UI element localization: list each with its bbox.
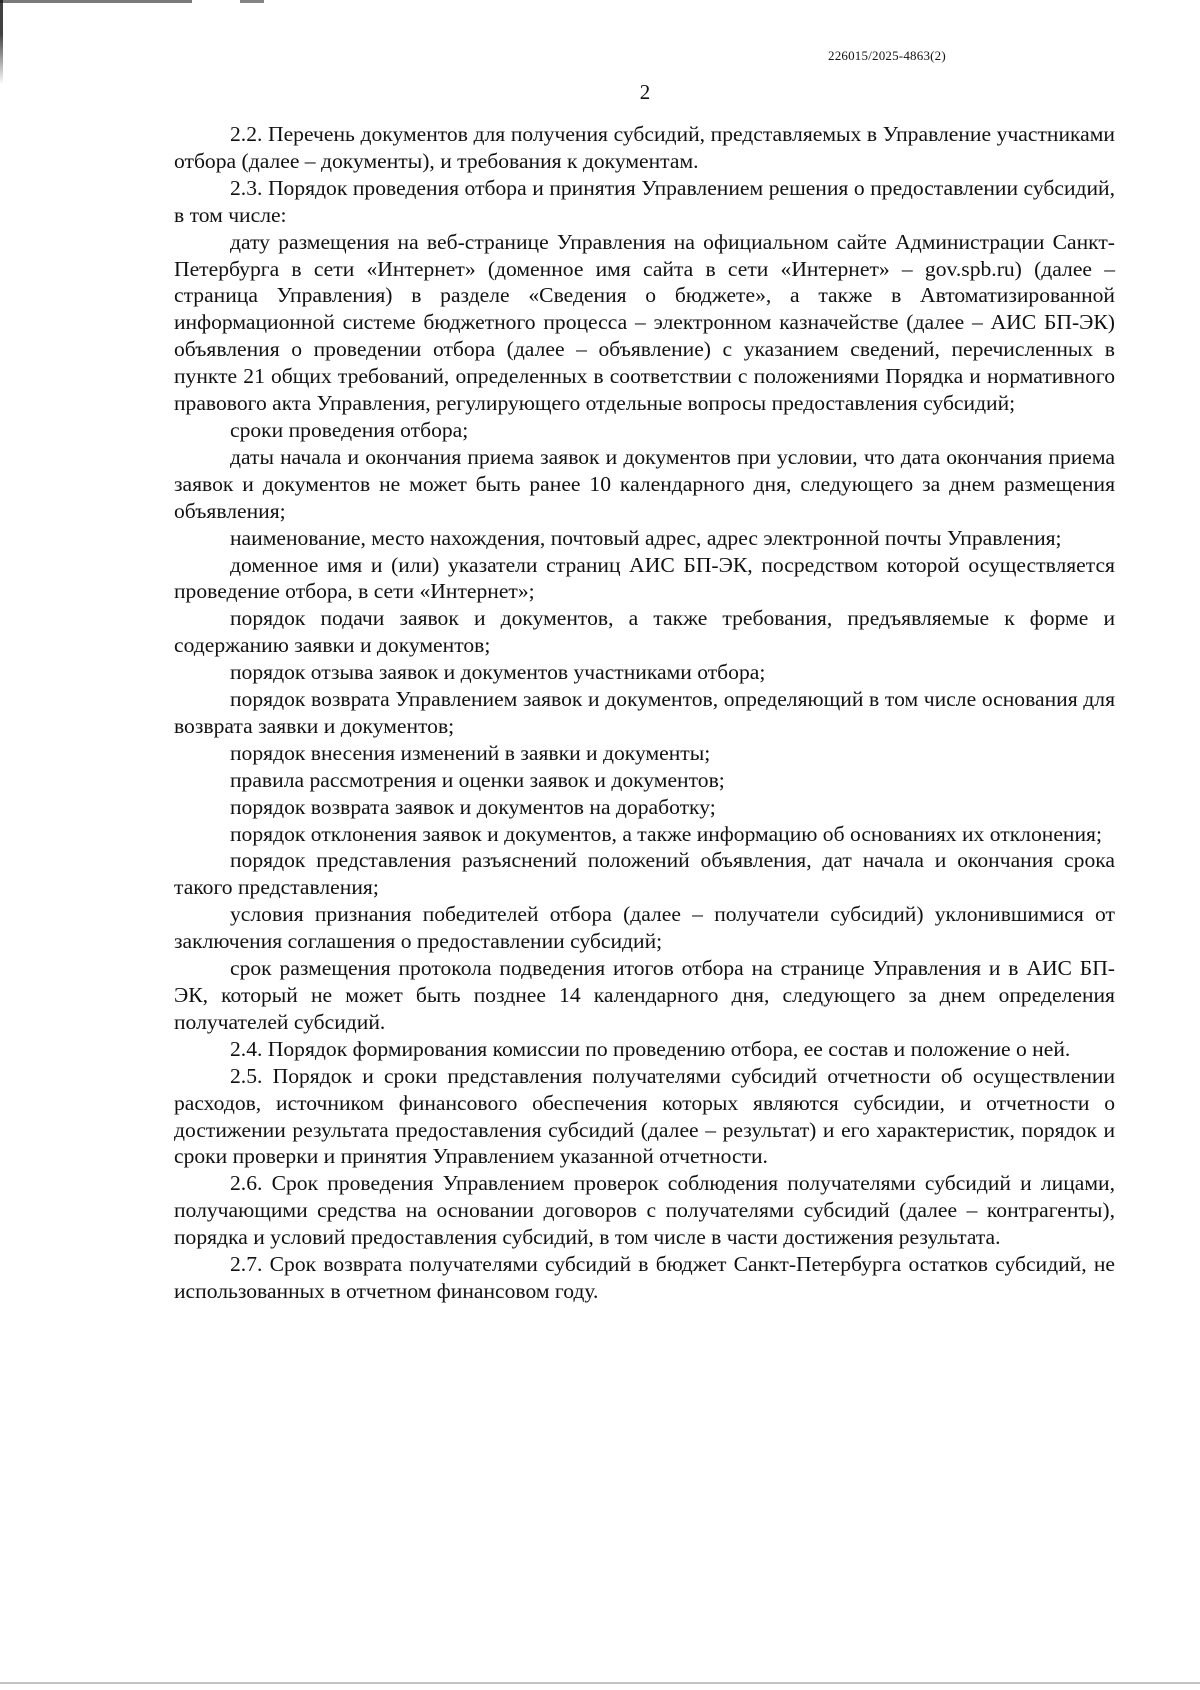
list-item-protocol-deadline: срок размещения протокола подведения итогов отбора на странице Управления и в АИС БП-ЭК, который не может быть позднее 14 календарного дня, следующего за днем определения получателей субсидий. [174, 956, 1115, 1034]
list-item-evaluation-rules: правила рассмотрения и оценки заявок и документов; [230, 767, 725, 792]
list-item-selection-terms: сроки проведения отбора; [230, 417, 469, 442]
paragraph-2-6: 2.6. Срок проведения Управлением проверок соблюдения получателями субсидий и лицами, получающими средства на основании договоров с получателями субсидий (далее – контрагенты), порядка и условий предоставления субсидий, в том числе в части достижения результата. [174, 1171, 1115, 1250]
paragraph-2-3: 2.3. Порядок проведения отбора и принятия Управлением решения о предоставлении субсидий, в том числе: [174, 175, 1115, 227]
list-item-withdrawal-procedure: порядок отзыва заявок и документов участниками отбора; [230, 660, 766, 685]
list-item-announcement-date: дату размещения на веб-странице Управления на официальном сайте Администрации Санкт-Петербурга в сети «Интернет» (доменное имя сайта в сети «Интернет» – gov.spb.ru) (далее – страница Управления) в разделе «Сведения о бюджете», а также в Автоматизированной информационной системе бюджетного процесса – электронном казначействе (далее – АИС БП-ЭК) объявления о проведении отбора (далее – объявление) с указанием сведений, перечисленных в пункте 21 общих требований, определенных в соответствии с положениями Порядка и нормативного правового акта Управления, регулирующего отдельные вопросы предоставления субсидий; [174, 229, 1115, 416]
list-item-rejection-procedure: порядок отклонения заявок и документов, а также информацию об основаниях их отклонения; [230, 821, 1102, 846]
list-item-return-procedure: порядок возврата Управлением заявок и документов, определяющий в том числе основания для возврата заявки и документов; [174, 687, 1115, 738]
document-registration-number: 226015/2025-4863(2) [828, 48, 946, 63]
paragraph-2-4: 2.4. Порядок формирования комиссии по проведению отбора, ее состав и положение о ней. [230, 1036, 1071, 1061]
list-item-submission-procedure: порядок подачи заявок и документов, а также требования, предъявляемые к форме и содержанию заявки и документов; [174, 606, 1115, 658]
scan-edge-bottom [0, 1682, 1200, 1684]
list-item-domain-name: доменное имя и (или) указатели страниц АИС БП-ЭК, посредством которой осуществляется проведение отбора, в сети «Интернет»; [174, 552, 1115, 604]
list-item-amendment-procedure: порядок внесения изменений в заявки и документы; [230, 740, 711, 765]
paragraph-2-5: 2.5. Порядок и сроки представления получателями субсидий отчетности об осуществлении расходов, источником финансового обеспечения которых являются субсидии, и отчетности о достижении результата предоставления субсидий (далее – результат) и его характеристик, порядок и сроки проверки и принятия Управлением указанной отчетности. [174, 1063, 1115, 1169]
scan-edge-left [0, 0, 3, 1690]
scan-edge-top [0, 0, 1200, 3]
paragraph-2-2: 2.2. Перечень документов для получения субсидий, представляемых в Управление участниками отбора (далее – документы), и требования к документам. [174, 122, 1115, 173]
list-item-application-dates: даты начала и окончания приема заявок и документов при условии, что дата окончания приема заявок и документов не может быть ранее 10 календарного дня, следующего за днем размещения объявления; [174, 444, 1115, 523]
list-item-revision-procedure: порядок возврата заявок и документов на доработку; [230, 794, 716, 819]
page-number: 2 [639, 80, 651, 104]
list-item-clarification-procedure: порядок представления разъяснений положений объявления, дат начала и окончания срока такого представления; [174, 848, 1115, 900]
list-item-contact-info: наименование, место нахождения, почтовый адрес, адрес электронной почты Управления; [230, 525, 1062, 550]
document-body [174, 121, 1115, 1305]
paragraph-2-7: 2.7. Срок возврата получателями субсидий в бюджет Санкт-Петербурга остатков субсидий, не использованных в отчетном финансовом году. [174, 1252, 1115, 1303]
list-item-evasion-conditions: условия признания победителей отбора (далее – получатели субсидий) уклонившимися от заключения соглашения о предоставлении субсидий; [174, 902, 1115, 954]
